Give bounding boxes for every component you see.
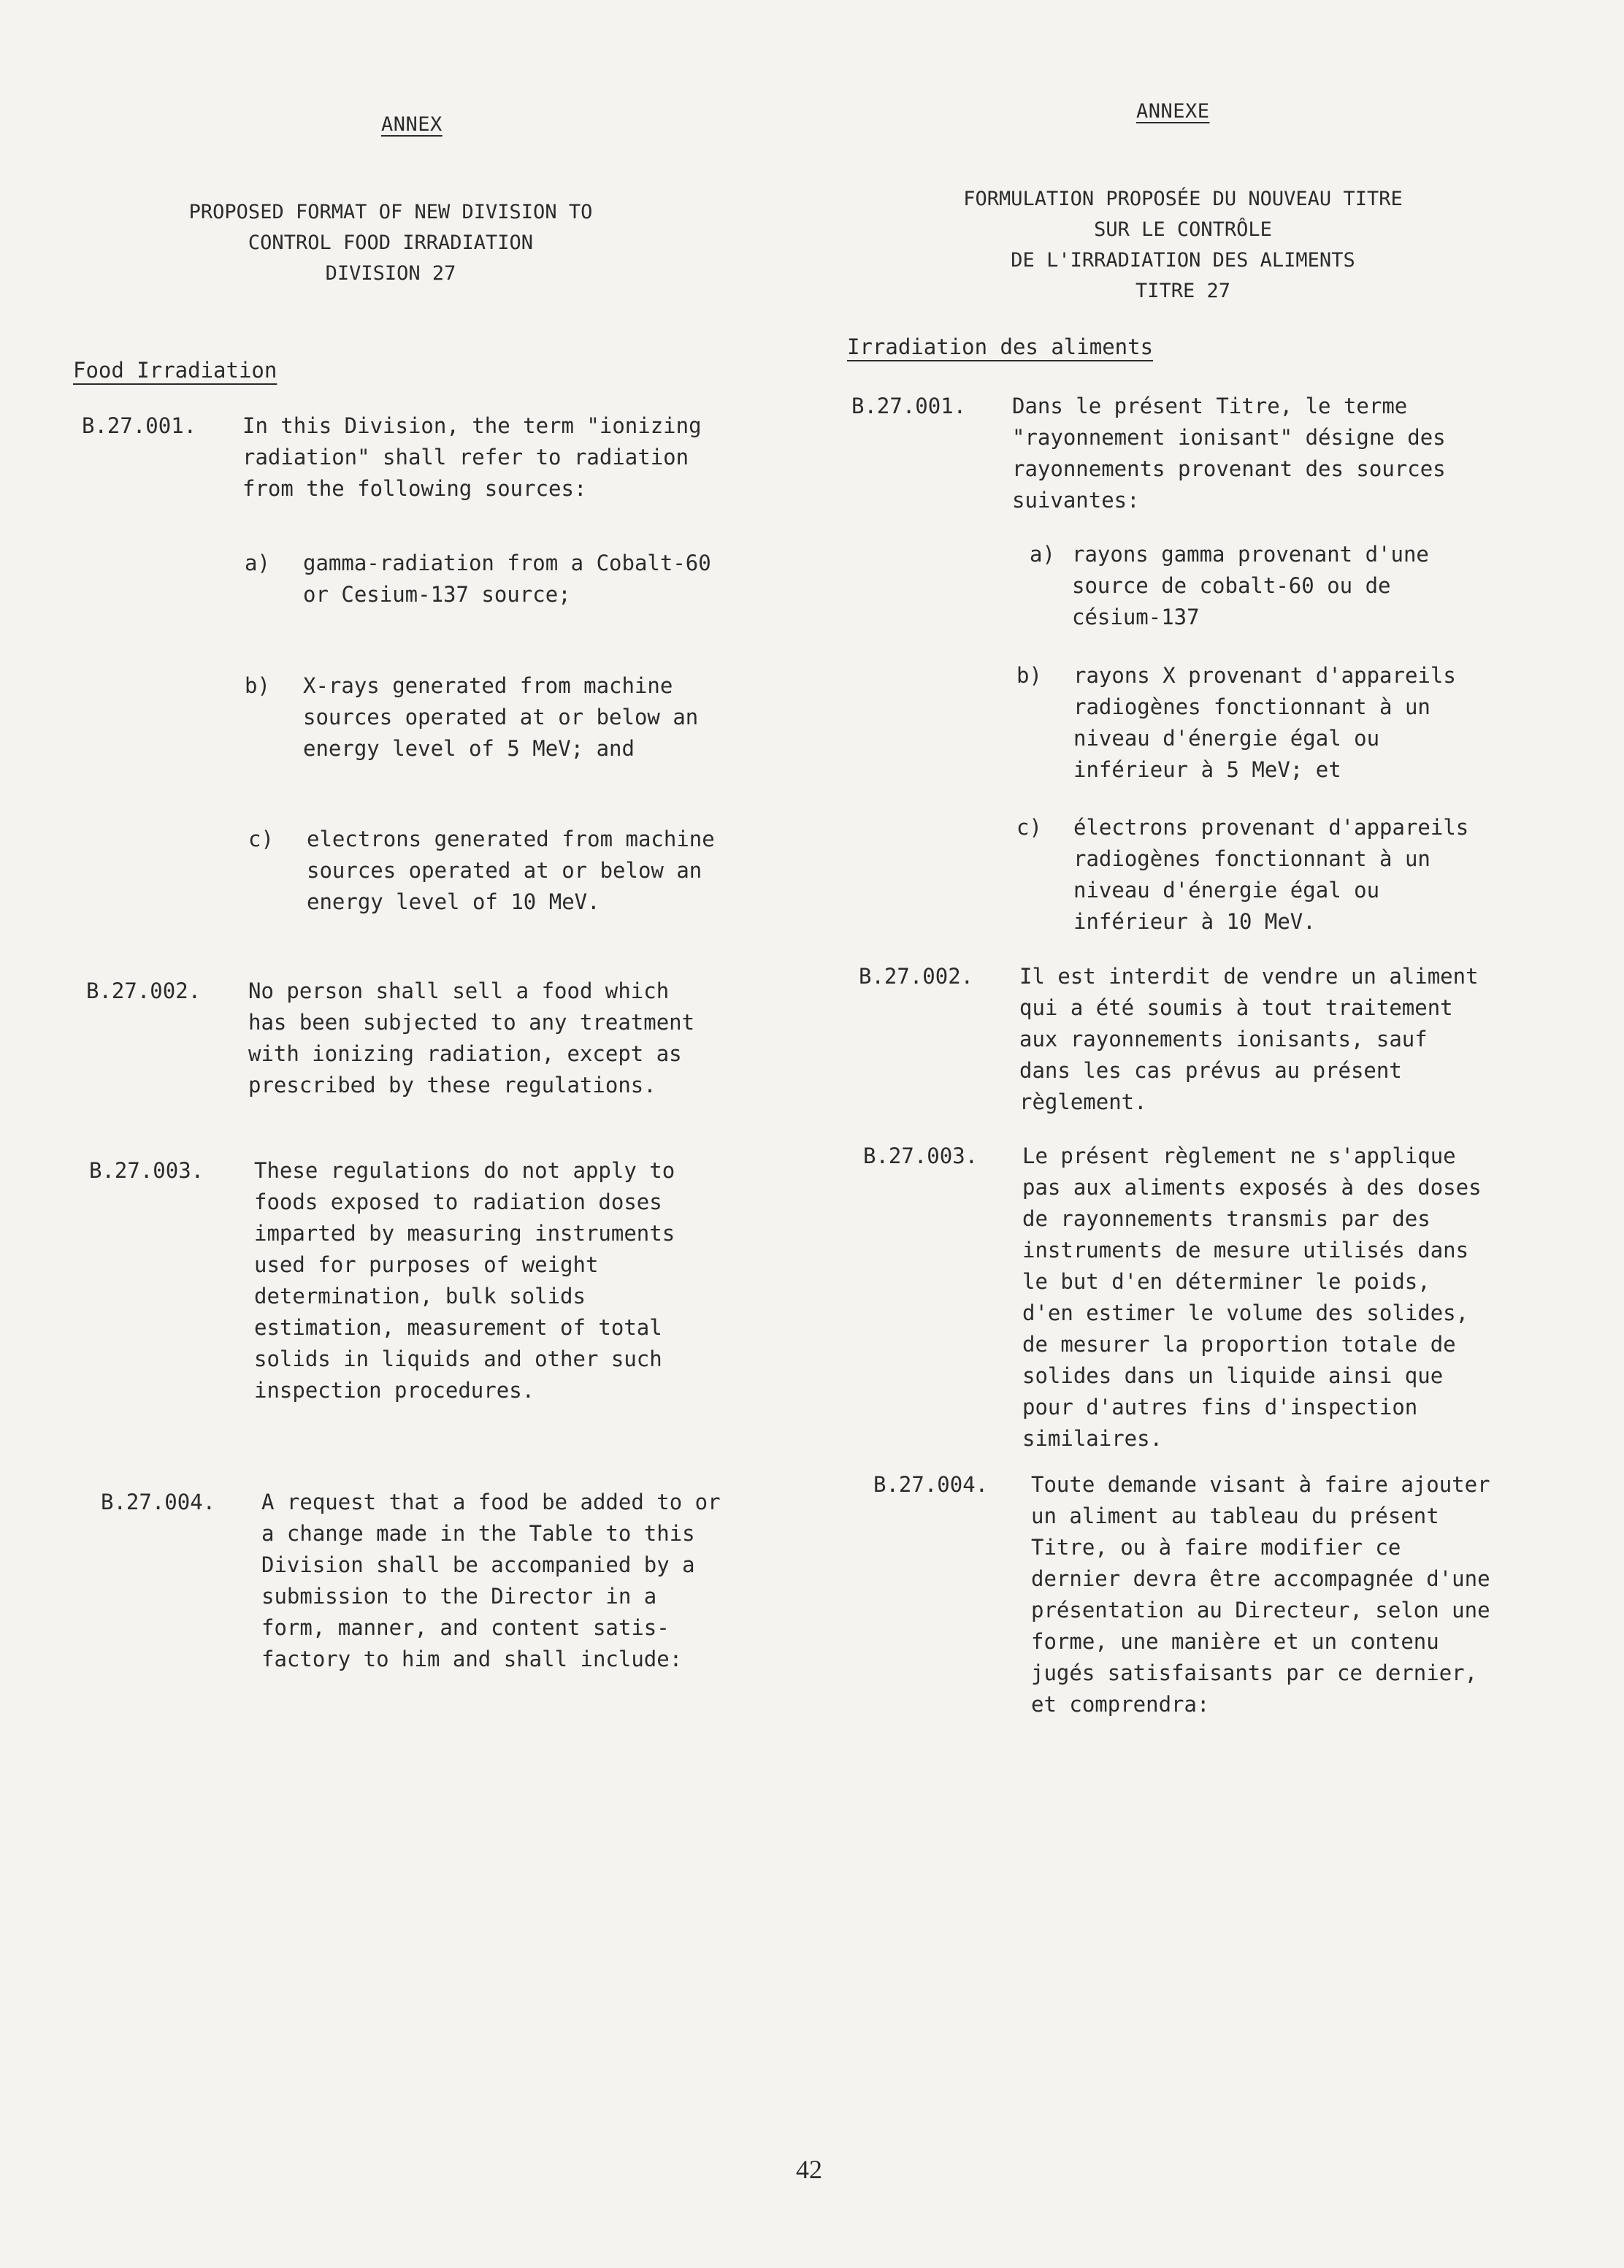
- section-title: Food Irradiation: [73, 358, 277, 383]
- clause-code: B.27.003.: [89, 1158, 204, 1183]
- item-text: gamma-radiation from a Cobalt-60 or Cesium-137 source;: [303, 551, 711, 607]
- clause-text: A request that a food be added to or a change made in the Table to this Division shall be accompanied by a submission to the Director in a form, manner, and content satis- factory to him and shall include:: [261, 1490, 721, 1671]
- item-text: electrons generated from machine sources operated at or below an energy level of 10 MeV.: [307, 827, 715, 914]
- item-label: a): [1030, 542, 1055, 567]
- page-number: 42: [796, 2155, 822, 2184]
- clause-text: No person shall sell a food which has been subjected to any treatment with ionizing radiation, except as prescribed by these regulations.: [248, 978, 695, 1097]
- clause-text: Toute demande visant à faire ajouter un aliment au tableau du présent Titre, ou à faire modifier ce dernier devra être accompagnée d'une présentation au Directeur, selon une forme, une manière et un contenu jugés satisfaisants par ce dernier, et comprendra:: [1031, 1472, 1490, 1717]
- clause-text: Le présent règlement ne s'applique pas aux aliments exposés à des doses de rayonnements transmis par des instruments de mesure utilisés dans le but d'en déterminer le poids, d'en estimer le volume des solides, de mesurer la proportion totale de solides dans un liquide ainsi que pour d'autres fins d'inspection similaires.: [1022, 1143, 1482, 1451]
- clause-code: B.27.004.: [101, 1490, 216, 1514]
- division-heading: FORMULATION PROPOSÉE DU NOUVEAU TITRE SUR LE CONTRÔLE DE L'IRRADIATION DES ALIMENTS TITRE 27: [963, 188, 1403, 302]
- clause-code: B.27.004.: [873, 1472, 989, 1497]
- clause-text: In this Division, the term "ionizing radiation" shall refer to radiation from the following sources:: [242, 413, 702, 501]
- item-label: b): [245, 673, 270, 698]
- clause-code: B.27.001.: [82, 413, 197, 438]
- clause-code: B.27.001.: [851, 394, 967, 418]
- clause-text: These regulations do not apply to foods exposed to radiation doses imparted by measuring instruments used for purposes of weight determination, bulk solids estimation, measurement of total solids in liquids and other such inspection procedures.: [254, 1158, 675, 1403]
- item-label: b): [1016, 663, 1042, 688]
- item-label: c): [248, 827, 274, 851]
- item-text: rayons gamma provenant d'une source de cobalt-60 ou de césium-137: [1072, 542, 1429, 629]
- annex-label: ANNEXE: [1136, 100, 1210, 123]
- section-title: Irradiation des aliments: [847, 334, 1154, 359]
- division-heading: PROPOSED FORMAT OF NEW DIVISION TO CONTROL FOOD IRRADIATION DIVISION 27: [188, 201, 593, 285]
- clause-text: Il est interdit de vendre un aliment qui a été soumis à tout traitement aux rayonnements ionisants, sauf dans les cas prévus au présent règlement.: [1019, 964, 1479, 1114]
- item-text: électrons provenant d'appareils radiogènes fonctionnant à un niveau d'énergie égal ou inférieur à 10 MeV.: [1073, 815, 1469, 934]
- item-text: rayons X provenant d'appareils radiogènes fonctionnant à un niveau d'énergie égal ou inférieur à 5 MeV; et: [1073, 663, 1456, 782]
- item-label: c): [1016, 815, 1042, 840]
- item-label: a): [245, 551, 270, 575]
- clause-code: B.27.003.: [863, 1143, 978, 1168]
- clause-text: Dans le présent Titre, le terme "rayonnement ionisant" désigne des rayonnements provenant des sources suivantes:: [1012, 394, 1446, 513]
- clause-code: B.27.002.: [86, 978, 202, 1003]
- item-text: X-rays generated from machine sources operated at or below an energy level of 5 MeV; and: [303, 673, 699, 761]
- annex-label: ANNEX: [381, 113, 443, 136]
- clause-code: B.27.002.: [859, 964, 974, 989]
